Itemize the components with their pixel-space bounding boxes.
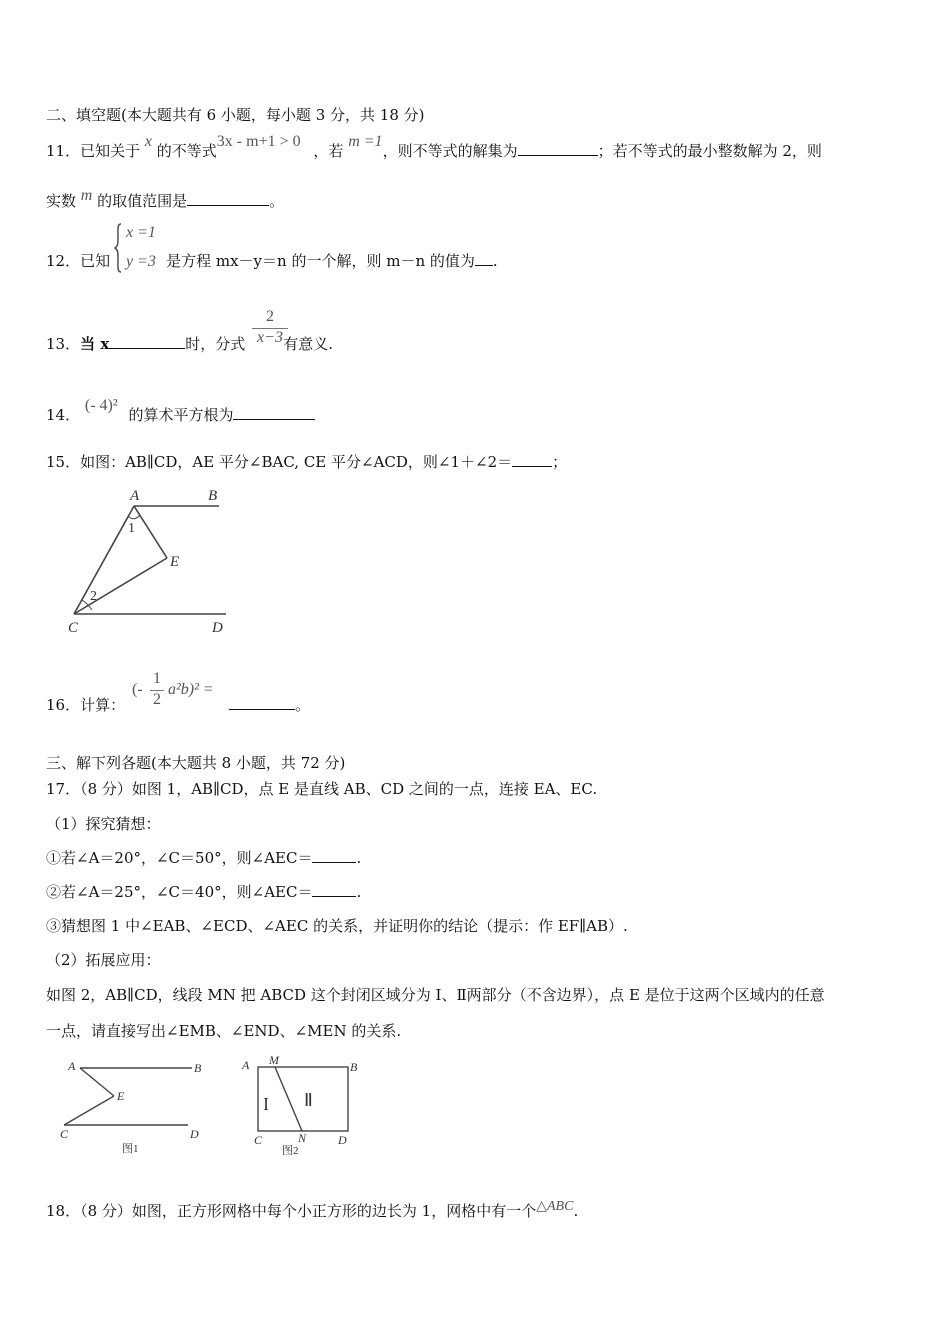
q12-answer-blank[interactable] (475, 251, 493, 266)
label-e: E (170, 554, 180, 570)
q14-expression: (- 4)² (84, 397, 118, 414)
q11-line2-text-3: 。 (269, 192, 285, 210)
q11-text-5: ；若不等式的最小整数解为 2，则 (597, 142, 822, 160)
section-3-title-text: 三、解下列各题(本大题共 8 小题，共 72 分) (46, 754, 346, 772)
fig1-label-d: D (190, 1127, 199, 1141)
q13-denominator: x−3 (252, 328, 288, 347)
q11-text-3: ，若 (313, 142, 344, 160)
fig2-line-mn (275, 1067, 302, 1131)
q17-sub-1-dot: . (356, 849, 362, 867)
q17-sub-2-text: ②若∠A＝25°，∠C＝40°，则∠AEC＝ (46, 883, 313, 901)
q12-equation-1: x =1 (126, 224, 156, 241)
fig2-label-a: A (242, 1058, 250, 1072)
question-15 (46, 451, 567, 472)
label-angle-2: 2 (90, 589, 97, 604)
fig2-label-d: D (338, 1133, 347, 1147)
angle-1-arc (128, 515, 140, 519)
question-18 (46, 1200, 578, 1221)
q18-triangle: △ABC (536, 1199, 574, 1214)
q17-sub-2-blank[interactable] (312, 882, 356, 897)
q15-answer-blank[interactable] (512, 452, 552, 467)
fig1-label-e: E (117, 1089, 125, 1103)
fig2-rectangle (258, 1067, 348, 1131)
fig2-label-region-ii: Ⅱ (304, 1090, 313, 1110)
question-11 (46, 133, 822, 161)
question-14 (46, 397, 315, 425)
label-b: B (208, 488, 218, 504)
q13-text-3: 有意义. (283, 335, 334, 353)
fig1-caption: 图1 (122, 1143, 139, 1155)
fig2-label-m: M (269, 1053, 279, 1067)
fig1-line-ec (64, 1096, 114, 1125)
q13-answer-blank[interactable] (109, 334, 185, 349)
q15-text: 如图：AB∥CD，AE 平分∠BAC, CE 平分∠ACD，则∠1＋∠2＝ (80, 453, 513, 471)
q16-answer-blank[interactable] (229, 695, 295, 710)
q18-text: 18．（8 分）如图，正方形网格中每个小正方形的边长为 1，网格中有一个 (46, 1202, 537, 1220)
line-ac (74, 506, 134, 614)
q17-sub-1-text: ①若∠A＝20°，∠C＝50°，则∠AEC＝ (46, 849, 313, 867)
q17-sub-1-blank[interactable] (312, 848, 356, 863)
q17-sub-1 (46, 847, 361, 868)
q11-text-1: 已知关于 (80, 142, 141, 160)
q13-numerator: 2 (266, 308, 274, 325)
q14-number: 14． (46, 406, 81, 424)
q17-para-2b-text: 一点，请直接写出∠EMB、∠END、∠MEN 的关系. (46, 1022, 402, 1040)
q17-figure-2 (238, 1052, 368, 1160)
q12-equation-2: y =3 (126, 253, 156, 270)
q16-numerator: 1 (153, 670, 161, 687)
fig2-label-n: N (298, 1131, 307, 1145)
q11-inequality: 3x - m+1 > 0 (216, 133, 301, 150)
q12-number: 12． (46, 252, 81, 270)
q16-fraction (150, 670, 164, 709)
q11-answer-blank-1[interactable] (518, 141, 598, 156)
q13-fraction (252, 308, 288, 347)
label-a: A (130, 488, 140, 504)
q16-expression-pre: (- (132, 681, 143, 698)
q16-end: 。 (295, 696, 311, 714)
q17-sub-2 (46, 881, 361, 902)
q12-text-3: . (492, 252, 498, 270)
q11-var-m: m (80, 187, 93, 204)
q16-number: 16． (46, 696, 81, 714)
q11-line2-text-2: 的取值范围是 (97, 192, 188, 210)
line-ae (134, 506, 167, 558)
fig1-label-a: A (68, 1059, 76, 1073)
q11-condition: m =1 (348, 133, 383, 150)
q17-sub-3-text: ③猜想图 1 中∠EAB、∠ECD、∠AEC 的关系，并证明你的结论（提示：作 EF∥AB）. (46, 917, 628, 935)
q13-text-1: 当 x (80, 335, 110, 353)
q11-number: 11． (46, 142, 81, 160)
label-d: D (212, 620, 223, 636)
section-3-title (46, 752, 345, 773)
q16-expression-post: a²b)² = (168, 681, 214, 698)
fig2-label-c: C (254, 1133, 263, 1147)
q17-part-2 (46, 949, 161, 970)
q17-header (46, 778, 597, 799)
q17-part-1 (46, 813, 161, 834)
q11-text-4: ，则不等式的解集为 (382, 142, 518, 160)
q18-end: . (573, 1202, 579, 1220)
q13-text-2: 时，分式 (185, 335, 246, 353)
q17-part-1-text: （1）探究猜想： (46, 815, 161, 833)
q13-number: 13． (46, 335, 81, 353)
fig2-caption: 图2 (282, 1145, 299, 1157)
q14-answer-blank[interactable] (233, 405, 315, 420)
fig1-label-c: C (60, 1127, 69, 1141)
question-13 (46, 333, 333, 354)
q17-para-2b (46, 1020, 401, 1041)
q11-answer-blank-2[interactable] (187, 191, 269, 206)
q16-text-1: 计算： (80, 696, 126, 714)
fig1-label-b: B (194, 1061, 202, 1075)
q17-figure-1 (56, 1056, 216, 1156)
label-angle-1: 1 (128, 521, 135, 536)
q17-part-2-text: （2）拓展应用： (46, 951, 161, 969)
q12-text-2: 是方程 mx－y＝n 的一个解，则 m－n 的值为 (166, 252, 475, 270)
q12-system-brace (114, 222, 124, 278)
q15-figure (62, 484, 242, 636)
q15-number: 15． (46, 453, 81, 471)
section-2-title (46, 104, 425, 125)
q16-denominator: 2 (150, 690, 164, 709)
fig2-label-region-i: I (263, 1094, 269, 1114)
q11-var-x: x (144, 133, 152, 150)
q17-para-2a-text: 如图 2，AB∥CD，线段 MN 把 ABCD 这个封闭区域分为 I、Ⅱ两部分（不含边界），点 E 是位于这两个区域内的任意 (46, 986, 825, 1004)
q17-sub-2-dot: . (356, 883, 362, 901)
q17-header-text: 17．（8 分）如图 1，AB∥CD，点 E 是直线 AB、CD 之间的一点，连接 EA、EC. (46, 780, 598, 798)
q11-text-2: 的不等式 (156, 142, 217, 160)
label-c: C (68, 620, 79, 636)
fig2-label-b: B (350, 1060, 358, 1074)
q14-text-1: 的算术平方根为 (128, 406, 234, 424)
fig1-line-ae (80, 1068, 114, 1096)
q17-sub-3 (46, 915, 628, 936)
q12-text-1: 已知 (80, 252, 111, 270)
q17-para-2a (46, 984, 825, 1005)
question-11-line-2 (46, 187, 285, 211)
q15-end: ； (552, 453, 568, 471)
q11-line2-text-1: 实数 (46, 192, 77, 210)
brace-icon (114, 222, 124, 274)
section-2-title-text: 二、填空题(本大题共有 6 小题，每小题 3 分，共 18 分) (46, 106, 425, 124)
